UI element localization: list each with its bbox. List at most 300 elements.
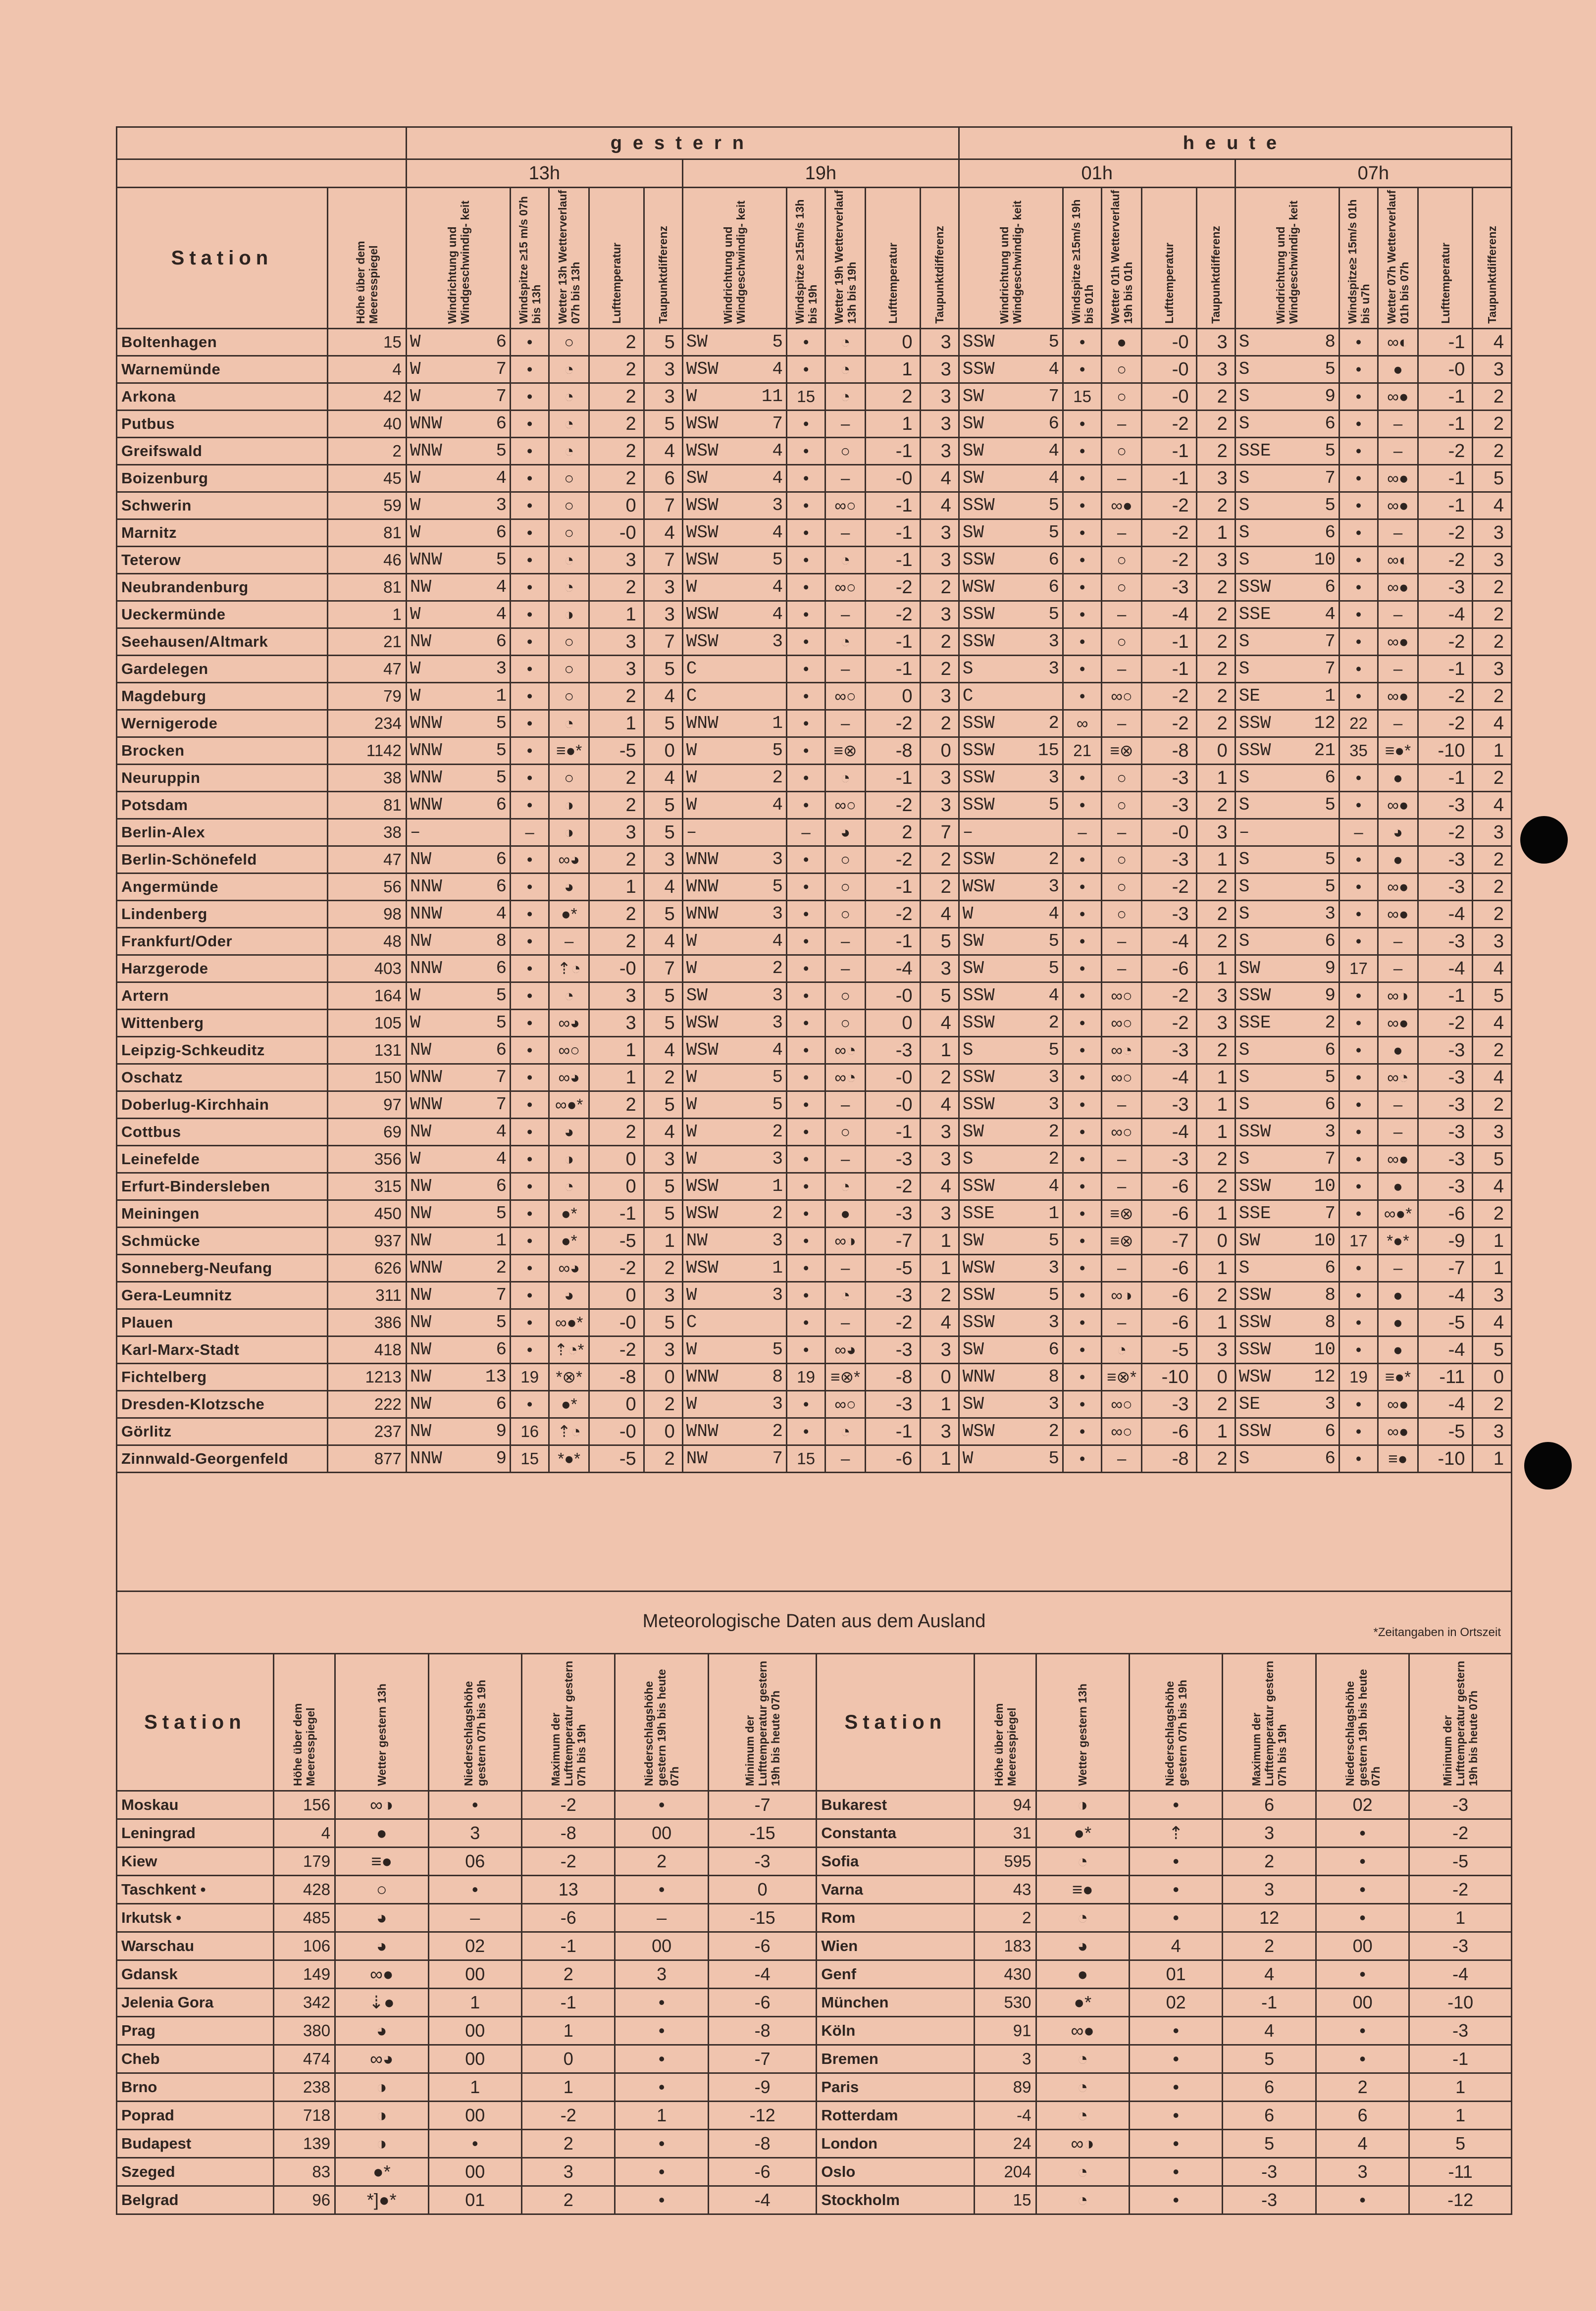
dewpoint-difference: 4 bbox=[1473, 1010, 1512, 1037]
wind bbox=[959, 982, 1063, 1010]
column-header-text: Minimum der Lufttemperatur gestern 19h bis heute 07h bbox=[1441, 1660, 1480, 1786]
wind-speed: 5 bbox=[772, 332, 783, 352]
temperature: 2 bbox=[589, 765, 644, 792]
wind bbox=[682, 411, 786, 438]
wind bbox=[959, 601, 1063, 628]
weather-symbol: ○ bbox=[1102, 846, 1142, 873]
wind-direction: S bbox=[1238, 1094, 1250, 1115]
gust: • bbox=[1063, 1200, 1102, 1228]
wind bbox=[959, 574, 1063, 601]
wind bbox=[406, 1200, 510, 1228]
gust: • bbox=[787, 1119, 825, 1146]
column-header-text: Wetter gestern 13h bbox=[1076, 1684, 1089, 1786]
gust: – bbox=[787, 819, 825, 846]
dewpoint-difference: 2 bbox=[1196, 1173, 1235, 1200]
weather-symbol: ≡⊗* bbox=[1102, 1364, 1142, 1391]
wind-direction: WNW bbox=[962, 1367, 995, 1387]
table-row bbox=[117, 2045, 1512, 2073]
temperature: -1 bbox=[1142, 438, 1197, 465]
gust: • bbox=[787, 710, 825, 737]
temperature: -2 bbox=[1418, 683, 1473, 710]
wind bbox=[682, 1146, 786, 1173]
wind bbox=[682, 628, 786, 656]
weather-symbol: – bbox=[825, 710, 866, 737]
wind-speed: 5 bbox=[772, 1067, 783, 1087]
weather-symbol: ○ bbox=[549, 329, 589, 356]
weather-symbol: ● bbox=[1378, 1336, 1418, 1364]
altitude: 164 bbox=[327, 982, 406, 1010]
wind-direction: SSE bbox=[962, 1203, 995, 1224]
min-temperature: -6 bbox=[708, 1989, 817, 2017]
weather-symbol: ∞◐ bbox=[1378, 329, 1418, 356]
temperature: -6 bbox=[1142, 1309, 1197, 1336]
wind-speed: 10 bbox=[1314, 1231, 1336, 1251]
temperature: -3 bbox=[1418, 873, 1473, 901]
wind-direction: SW bbox=[962, 931, 984, 951]
gust: • bbox=[1063, 438, 1102, 465]
temperature: -6 bbox=[1142, 1200, 1197, 1228]
wind-direction: WNW bbox=[410, 441, 442, 461]
wind bbox=[1235, 492, 1339, 519]
wind-direction: SW bbox=[1238, 958, 1260, 978]
min-temperature: -2 bbox=[1409, 1819, 1512, 1848]
wind-direction: SSW bbox=[1238, 1122, 1271, 1142]
temperature: -1 bbox=[589, 1200, 644, 1228]
wind-speed: 6 bbox=[496, 958, 507, 978]
wind-speed: 1 bbox=[1048, 1203, 1060, 1224]
wind-speed: 4 bbox=[772, 931, 783, 951]
weather-symbol: ◔ bbox=[1036, 2102, 1129, 2130]
wind bbox=[682, 873, 786, 901]
weather-symbol: ∞○ bbox=[825, 792, 866, 819]
weather-symbol: ∞○ bbox=[1102, 1391, 1142, 1418]
weather-symbol: ◔ bbox=[1036, 2186, 1129, 2214]
station-name: Harzgerode bbox=[117, 955, 328, 982]
wind bbox=[1235, 846, 1339, 873]
wind-direction: S bbox=[1238, 332, 1250, 352]
weather-symbol: ● bbox=[1378, 1309, 1418, 1336]
wind bbox=[1235, 411, 1339, 438]
weather-symbol: ●* bbox=[335, 2158, 428, 2186]
weather-symbol: ○ bbox=[825, 901, 866, 928]
wind-speed: 5 bbox=[1048, 958, 1060, 978]
wind-speed: 5 bbox=[496, 1013, 507, 1033]
wind-speed: 5 bbox=[1325, 876, 1336, 897]
wind-speed: 8 bbox=[1048, 1367, 1060, 1387]
altitude: 403 bbox=[327, 955, 406, 982]
wind-speed: 4 bbox=[1048, 468, 1060, 488]
wind-speed: 3 bbox=[1048, 1067, 1060, 1087]
gust: • bbox=[787, 628, 825, 656]
wind bbox=[406, 656, 510, 683]
precipitation: 1 bbox=[428, 2073, 521, 2102]
wind-direction: S bbox=[962, 659, 974, 679]
weather-symbol: ○ bbox=[825, 1119, 866, 1146]
gust: • bbox=[1063, 1309, 1102, 1336]
dewpoint-difference: 2 bbox=[1473, 765, 1512, 792]
altitude: 386 bbox=[327, 1309, 406, 1336]
dewpoint-difference: 2 bbox=[920, 628, 959, 656]
dewpoint-difference: 3 bbox=[1196, 819, 1235, 846]
station-name: Irkutsk • bbox=[117, 1904, 274, 1932]
gust: • bbox=[1063, 1173, 1102, 1200]
wind bbox=[959, 901, 1063, 928]
weather-symbol: ◔ bbox=[825, 383, 866, 411]
table-row bbox=[117, 1228, 1512, 1255]
gust: • bbox=[511, 574, 549, 601]
altitude: 626 bbox=[327, 1255, 406, 1282]
wind bbox=[682, 1200, 786, 1228]
wind-speed: 6 bbox=[1325, 1040, 1336, 1060]
weather-symbol: ● bbox=[1378, 846, 1418, 873]
gust: • bbox=[1063, 574, 1102, 601]
wind-speed: 3 bbox=[772, 985, 783, 1006]
wind-speed: 4 bbox=[496, 577, 507, 597]
wind-speed: 5 bbox=[1048, 332, 1060, 352]
table-row bbox=[117, 2102, 1512, 2130]
wind-direction: W bbox=[686, 1394, 697, 1414]
wind-direction: W bbox=[410, 659, 421, 679]
weather-symbol: ○ bbox=[1102, 547, 1142, 574]
gust: • bbox=[787, 356, 825, 383]
weather-symbol: ◔ bbox=[549, 574, 589, 601]
wind-speed: 3 bbox=[1048, 1312, 1060, 1333]
wind-direction: WSW bbox=[686, 631, 719, 652]
weather-symbol: ◔ bbox=[825, 547, 866, 574]
altitude: 48 bbox=[327, 928, 406, 955]
precipitation: – bbox=[428, 1904, 521, 1932]
gust: • bbox=[1339, 1336, 1378, 1364]
weather-symbol: – bbox=[1378, 710, 1418, 737]
weather-symbol: ○ bbox=[825, 438, 866, 465]
weather-symbol: ∞○ bbox=[825, 1391, 866, 1418]
station-name: Neubrandenburg bbox=[117, 574, 328, 601]
precipitation: • bbox=[428, 2130, 521, 2158]
gust: • bbox=[1339, 601, 1378, 628]
temperature: -3 bbox=[1418, 846, 1473, 873]
wind-speed: 3 bbox=[496, 495, 507, 515]
max-temperature: 2 bbox=[521, 1960, 615, 1989]
max-temperature: -2 bbox=[521, 1791, 615, 1819]
weather-symbol: ○ bbox=[825, 1010, 866, 1037]
max-temperature: 6 bbox=[1223, 2102, 1316, 2130]
weather-symbol: ◔ bbox=[549, 710, 589, 737]
temperature: -2 bbox=[866, 901, 921, 928]
wind bbox=[682, 601, 786, 628]
gust: 35 bbox=[1339, 737, 1378, 765]
weather-symbol: ◔ bbox=[549, 356, 589, 383]
wind-direction: S bbox=[1238, 876, 1250, 897]
altitude: 150 bbox=[327, 1064, 406, 1091]
precipitation: • bbox=[1129, 2045, 1222, 2073]
wind-direction: WNW bbox=[686, 1421, 719, 1441]
wind-direction: SW bbox=[962, 1231, 984, 1251]
station-name: Cheb bbox=[117, 2045, 274, 2073]
weather-symbol: – bbox=[1102, 601, 1142, 628]
dewpoint-difference: 2 bbox=[1196, 411, 1235, 438]
temperature: 3 bbox=[589, 819, 644, 846]
gust: • bbox=[1339, 846, 1378, 873]
wind bbox=[682, 356, 786, 383]
wind bbox=[682, 1064, 786, 1091]
wind bbox=[1235, 356, 1339, 383]
dewpoint-difference: 3 bbox=[920, 1200, 959, 1228]
weather-symbol: *⊗* bbox=[549, 1364, 589, 1391]
wind-direction: S bbox=[1238, 495, 1250, 515]
table-row bbox=[117, 710, 1512, 737]
temperature: -8 bbox=[1142, 737, 1197, 765]
gust: • bbox=[511, 928, 549, 955]
temperature: 1 bbox=[589, 601, 644, 628]
wind-speed: 3 bbox=[772, 1394, 783, 1414]
column-header-text: Windspitze ≥15m/s 19h bis 01h bbox=[1069, 199, 1095, 324]
dewpoint-difference: 2 bbox=[1473, 1200, 1512, 1228]
temperature: -4 bbox=[1142, 1064, 1197, 1091]
precipitation: 00 bbox=[428, 2102, 521, 2130]
dewpoint-difference: 2 bbox=[920, 1064, 959, 1091]
wind-direction: NW bbox=[410, 1367, 432, 1387]
gust: • bbox=[1339, 1091, 1378, 1119]
temperature: -3 bbox=[1418, 792, 1473, 819]
precipitation: 00 bbox=[428, 2045, 521, 2073]
table-row bbox=[117, 1791, 1512, 1819]
wind-speed: 7 bbox=[496, 1067, 507, 1087]
temperature: 1 bbox=[866, 411, 921, 438]
dewpoint-difference: 2 bbox=[1196, 383, 1235, 411]
wind-direction: W bbox=[410, 332, 421, 352]
dewpoint-difference: 2 bbox=[1196, 601, 1235, 628]
gust: • bbox=[1339, 628, 1378, 656]
wind bbox=[406, 765, 510, 792]
station-name: Schwerin bbox=[117, 492, 328, 519]
altitude: 45 bbox=[327, 465, 406, 492]
dewpoint-difference: 4 bbox=[644, 438, 682, 465]
dewpoint-difference: 5 bbox=[644, 1200, 682, 1228]
wind-header bbox=[406, 188, 510, 329]
column-header-text: Lufttemperatur bbox=[1439, 243, 1452, 324]
gust: • bbox=[511, 1173, 549, 1200]
column-header-text: Taupunktdifferenz bbox=[657, 226, 670, 324]
weather-symbol: ≡●* bbox=[549, 737, 589, 765]
wind bbox=[682, 1336, 786, 1364]
gust: • bbox=[511, 955, 549, 982]
weather-symbol: ⇡◔* bbox=[549, 1336, 589, 1364]
gust: • bbox=[787, 765, 825, 792]
gust: • bbox=[1063, 329, 1102, 356]
wind-direction: W bbox=[686, 577, 697, 597]
altitude: 179 bbox=[273, 1848, 335, 1876]
dewpoint-difference: 1 bbox=[644, 1228, 682, 1255]
wind-speed: 3 bbox=[1325, 904, 1336, 924]
column-header-text: Wetter 01h Wetterverlauf 19h bis 01h bbox=[1109, 190, 1135, 324]
wind-direction: W bbox=[410, 522, 421, 543]
wind-speed: 3 bbox=[1048, 876, 1060, 897]
wind-direction: SSW bbox=[962, 1067, 995, 1087]
wind-speed: 6 bbox=[1325, 1448, 1336, 1469]
temperature: -2 bbox=[1418, 519, 1473, 547]
temperature: -8 bbox=[866, 737, 921, 765]
table-row bbox=[117, 411, 1512, 438]
weather-symbol: – bbox=[1378, 656, 1418, 683]
wind bbox=[682, 1173, 786, 1200]
weather-symbol: ○ bbox=[1102, 383, 1142, 411]
wind-speed: 4 bbox=[772, 795, 783, 815]
wind-direction: NW bbox=[410, 577, 432, 597]
station-name: Gardelegen bbox=[117, 656, 328, 683]
weather-symbol: ○ bbox=[1102, 628, 1142, 656]
gust: • bbox=[787, 955, 825, 982]
wind-direction: W bbox=[686, 740, 697, 761]
wind-direction: W bbox=[686, 958, 697, 978]
gust: • bbox=[787, 492, 825, 519]
column-header-text: Windspitze ≥15 m/s 07h bis 13h bbox=[516, 196, 543, 324]
temperature: -5 bbox=[866, 1255, 921, 1282]
weather-symbol: ◕ bbox=[549, 1119, 589, 1146]
weather-symbol: ○ bbox=[1102, 873, 1142, 901]
weather-symbol: ◕ bbox=[335, 1904, 428, 1932]
temperature: 1 bbox=[589, 1037, 644, 1064]
temperature: -2 bbox=[1418, 438, 1473, 465]
wind bbox=[1235, 1309, 1339, 1336]
wind-speed: 7 bbox=[772, 1448, 783, 1469]
time-07h: 07h bbox=[1235, 159, 1511, 188]
wind-direction: NNW bbox=[410, 958, 442, 978]
dewpoint-difference: 3 bbox=[1473, 1418, 1512, 1445]
wind-speed: 6 bbox=[1325, 1094, 1336, 1115]
dewpoint-difference: 5 bbox=[644, 411, 682, 438]
station-name: Sonneberg-Neufang bbox=[117, 1255, 328, 1282]
wind-speed: 4 bbox=[1048, 904, 1060, 924]
wind bbox=[1235, 737, 1339, 765]
wind bbox=[406, 710, 510, 737]
wind-direction: SW bbox=[962, 1122, 984, 1142]
gust: • bbox=[1063, 656, 1102, 683]
wind-speed: 5 bbox=[496, 713, 507, 733]
column-header-text: Windrichtung und Windgeschwindig- keit bbox=[998, 201, 1024, 324]
wind-direction: W bbox=[686, 931, 697, 951]
wind-speed: 3 bbox=[772, 495, 783, 515]
precipitation: 02 bbox=[1316, 1791, 1409, 1819]
weather-symbol: ∞● bbox=[1378, 683, 1418, 710]
dewpoint-difference: 2 bbox=[1196, 928, 1235, 955]
weather-symbol: ○ bbox=[1102, 438, 1142, 465]
weather-symbol: ∞○ bbox=[549, 1037, 589, 1064]
wind-direction: NW bbox=[686, 1448, 708, 1469]
weather-symbol: ◔ bbox=[825, 1418, 866, 1445]
dewpoint-difference: 7 bbox=[644, 955, 682, 982]
altitude: 46 bbox=[327, 547, 406, 574]
altitude: 149 bbox=[273, 1960, 335, 1989]
max-temperature: 4 bbox=[1223, 2017, 1316, 2045]
weather-symbol: ∞● bbox=[1378, 1146, 1418, 1173]
wind-speed: 2 bbox=[1048, 1149, 1060, 1169]
wind-direction: – bbox=[410, 822, 421, 842]
wind bbox=[959, 465, 1063, 492]
temperature: -1 bbox=[866, 547, 921, 574]
wind bbox=[682, 819, 786, 846]
dewpoint-difference: 1 bbox=[1473, 1255, 1512, 1282]
wind-direction: S bbox=[1238, 1258, 1250, 1278]
station-name: Gdansk bbox=[117, 1960, 274, 1989]
temperature: 0 bbox=[589, 492, 644, 519]
wind bbox=[406, 928, 510, 955]
header-row bbox=[117, 159, 1512, 188]
wind-direction: WNW bbox=[410, 713, 442, 733]
column-header-text: Lufttemperatur bbox=[1162, 243, 1176, 324]
weather-symbol: ∞○ bbox=[825, 683, 866, 710]
wind-direction: WNW bbox=[686, 876, 719, 897]
wind bbox=[959, 519, 1063, 547]
dewpoint-difference: 5 bbox=[1473, 1146, 1512, 1173]
wind bbox=[959, 1010, 1063, 1037]
temperature: -4 bbox=[1418, 1282, 1473, 1309]
wind bbox=[406, 1282, 510, 1309]
table-row bbox=[117, 628, 1512, 656]
temperature: -1 bbox=[1418, 465, 1473, 492]
gust: • bbox=[787, 465, 825, 492]
temperature-header bbox=[866, 188, 921, 329]
wind bbox=[1235, 383, 1339, 411]
wind-direction: SSW bbox=[1238, 1176, 1271, 1196]
precipitation: • bbox=[1129, 1791, 1222, 1819]
gust: • bbox=[511, 492, 549, 519]
weather-symbol: – bbox=[825, 928, 866, 955]
gust: • bbox=[1339, 547, 1378, 574]
group-gestern: gestern bbox=[406, 127, 959, 159]
dewpoint-difference: 2 bbox=[920, 710, 959, 737]
weather-symbol: ○ bbox=[549, 656, 589, 683]
wind bbox=[406, 792, 510, 819]
wind bbox=[1235, 1037, 1339, 1064]
gust-header bbox=[1339, 188, 1378, 329]
wind-speed: 5 bbox=[772, 876, 783, 897]
weather-symbol: ● bbox=[1378, 1037, 1418, 1064]
temperature: 2 bbox=[589, 1091, 644, 1119]
column-header-text: Windspitze≥ 15m/s 01h bis u7h bbox=[1345, 199, 1372, 324]
weather-symbol: ∞● bbox=[1378, 383, 1418, 411]
gust: 15 bbox=[511, 1445, 549, 1473]
wind-speed: 4 bbox=[772, 522, 783, 543]
wind-direction: SSW bbox=[962, 740, 995, 761]
wind-header bbox=[1235, 188, 1339, 329]
table-row bbox=[117, 1876, 1512, 1904]
temperature: -3 bbox=[1142, 792, 1197, 819]
wind-direction: SW bbox=[686, 985, 708, 1006]
dewpoint-difference: 3 bbox=[1196, 982, 1235, 1010]
gust: • bbox=[1339, 1119, 1378, 1146]
station-name: Paris bbox=[817, 2073, 975, 2102]
weather-symbol: ∞● bbox=[1378, 901, 1418, 928]
table-row bbox=[117, 1064, 1512, 1091]
wind bbox=[1235, 1064, 1339, 1091]
wind bbox=[406, 982, 510, 1010]
column-header-text: Taupunktdifferenz bbox=[1486, 226, 1499, 324]
dewpoint-difference: 3 bbox=[1473, 519, 1512, 547]
temperature: -7 bbox=[1418, 1255, 1473, 1282]
dewpoint-difference: 2 bbox=[644, 1064, 682, 1091]
station-name: Bukarest bbox=[817, 1791, 975, 1819]
wind bbox=[406, 628, 510, 656]
wind-direction: C bbox=[686, 686, 697, 706]
wind-speed: 3 bbox=[1048, 631, 1060, 652]
wind bbox=[406, 1255, 510, 1282]
dewpoint-difference: 0 bbox=[1196, 1364, 1235, 1391]
gust: • bbox=[787, 1336, 825, 1364]
dewpoint-difference: 5 bbox=[644, 901, 682, 928]
weather-symbol: ○ bbox=[1102, 792, 1142, 819]
gust: • bbox=[1339, 1146, 1378, 1173]
temperature: -2 bbox=[1418, 1010, 1473, 1037]
